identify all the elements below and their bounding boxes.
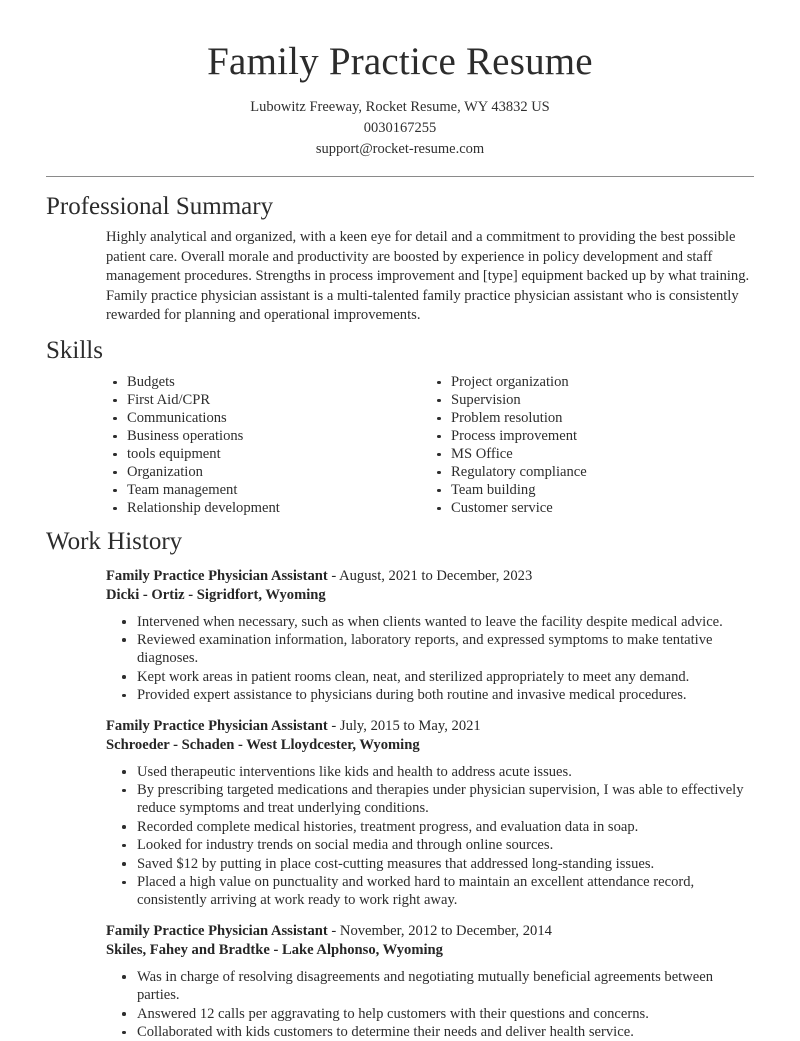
job-title-separator: -: [327, 567, 340, 584]
job-dates: July, 2015 to May, 2021: [339, 717, 481, 734]
job-title-line: [106, 717, 754, 737]
skill-item: Project organization: [430, 373, 754, 391]
page-title: Family Practice Resume: [207, 40, 593, 83]
skill-item: Process improvement: [430, 427, 754, 445]
skill-item: Supervision: [430, 391, 754, 409]
job-bullet: Intervened when necessary, such as when clients wanted to leave the facility despite medical advice.: [115, 613, 754, 631]
section-heading-work-history: Work History: [46, 528, 183, 556]
job-title-line: [106, 567, 754, 587]
job-bullet: Used therapeutic interventions like kids and health to address acute issues.: [115, 763, 754, 781]
skill-item: Budgets: [106, 373, 430, 391]
job-dates: August, 2021 to December, 2023: [339, 567, 533, 584]
skill-item: Business operations: [106, 427, 430, 445]
skill-item: First Aid/CPR: [106, 391, 430, 409]
job-title: Family Practice Physician Assistant: [106, 922, 328, 939]
job-title-separator: -: [327, 717, 340, 734]
skill-item: Problem resolution: [430, 409, 754, 427]
summary-body: [46, 228, 754, 326]
section-professional-summary: [0, 191, 800, 326]
skills-columns: [106, 373, 754, 517]
skill-item: Communications: [106, 409, 430, 427]
section-heading-skills: Skills: [46, 337, 103, 365]
section-heading-summary: Professional Summary: [46, 192, 274, 220]
skill-item: Relationship development: [106, 499, 430, 517]
skill-item: Organization: [106, 463, 430, 481]
work-history-entry: [106, 717, 754, 910]
job-bullet-list: [106, 763, 754, 910]
skills-list-right: [430, 373, 754, 517]
job-bullet: Answered 12 calls per aggravating to help customers with their questions and concerns.: [115, 1005, 754, 1023]
skills-body: [46, 373, 754, 517]
job-bullet: By prescribing targeted medications and therapies under physician supervision, I was able to effectively reduce symptoms and treat underlying conditions.: [115, 781, 754, 818]
job-title: Family Practice Physician Assistant: [106, 567, 328, 584]
job-bullet: Recorded complete medical histories, treatment progress, and evaluation data in soap.: [115, 818, 754, 836]
job-bullet: Saved $12 by putting in place cost-cutting measures that addressed long-standing issues.: [115, 855, 754, 873]
contact-phone: 0030167255: [363, 119, 437, 136]
work-history-entry: [106, 567, 754, 705]
job-bullet: Provided expert assistance to physicians during both routine and invasive medical procedures.: [115, 686, 754, 704]
job-bullet: Looked for industry trends on social media and through online sources.: [115, 836, 754, 854]
skill-item: tools equipment: [106, 445, 430, 463]
section-work-history: [0, 526, 800, 1041]
job-title: Family Practice Physician Assistant: [106, 717, 328, 734]
skills-column-left: [106, 373, 430, 517]
job-bullet-list: [106, 613, 754, 705]
contact-email: support@rocket-resume.com: [315, 140, 485, 157]
skill-item: Customer service: [430, 499, 754, 517]
job-bullet: Was in charge of resolving disagreements and negotiating mutually beneficial agreements between parties.: [115, 968, 754, 1005]
job-company-line: Dicki - Ortiz - Sigridfort, Wyoming: [106, 587, 326, 604]
job-bullet: Collaborated with kids customers to determine their needs and deliver health service.: [115, 1023, 754, 1041]
job-bullet: Placed a high value on punctuality and worked hard to maintain an excellent attendance record, consistently arriving at work ready to work right away.: [115, 873, 754, 910]
summary-text: Highly analytical and organized, with a keen eye for detail and a commitment to providing the best possible patient care. Overall morale and productivity are boosted by experience in policy development and staff management procedures. Strengths in process improvement and [type] equipment backed up by what training. Family practice physician assistant is a multi-talented family practice physician assistant who is consistently rewarded for planning and operational improvements.: [106, 229, 750, 324]
job-dates: November, 2012 to December, 2014: [339, 922, 552, 939]
skills-list-left: [106, 373, 430, 517]
job-bullet-list: [106, 968, 754, 1041]
skill-item: MS Office: [430, 445, 754, 463]
job-title-line: [106, 922, 754, 942]
job-company-line: Schroeder - Schaden - West Lloydcester, Wyoming: [106, 737, 420, 754]
contact-address: Lubowitz Freeway, Rocket Resume, WY 43832 US: [250, 98, 550, 115]
job-bullet: Kept work areas in patient rooms clean, neat, and sterilized appropriately to meet any demand.: [115, 668, 754, 686]
job-bullet: Reviewed examination information, laboratory reports, and expressed symptoms to make tentative diagnoses.: [115, 631, 754, 668]
job-company-line: Skiles, Fahey and Bradtke - Lake Alphonso, Wyoming: [106, 942, 443, 959]
skill-item: Team building: [430, 481, 754, 499]
job-title-separator: -: [327, 922, 340, 939]
section-skills: [0, 335, 800, 517]
work-history-entry: [106, 922, 754, 1041]
skill-item: Team management: [106, 481, 430, 499]
contact-block: [0, 97, 800, 160]
skill-item: Regulatory compliance: [430, 463, 754, 481]
skills-column-right: [430, 373, 754, 517]
work-history-body: [46, 567, 754, 1041]
header-divider: [46, 176, 754, 177]
